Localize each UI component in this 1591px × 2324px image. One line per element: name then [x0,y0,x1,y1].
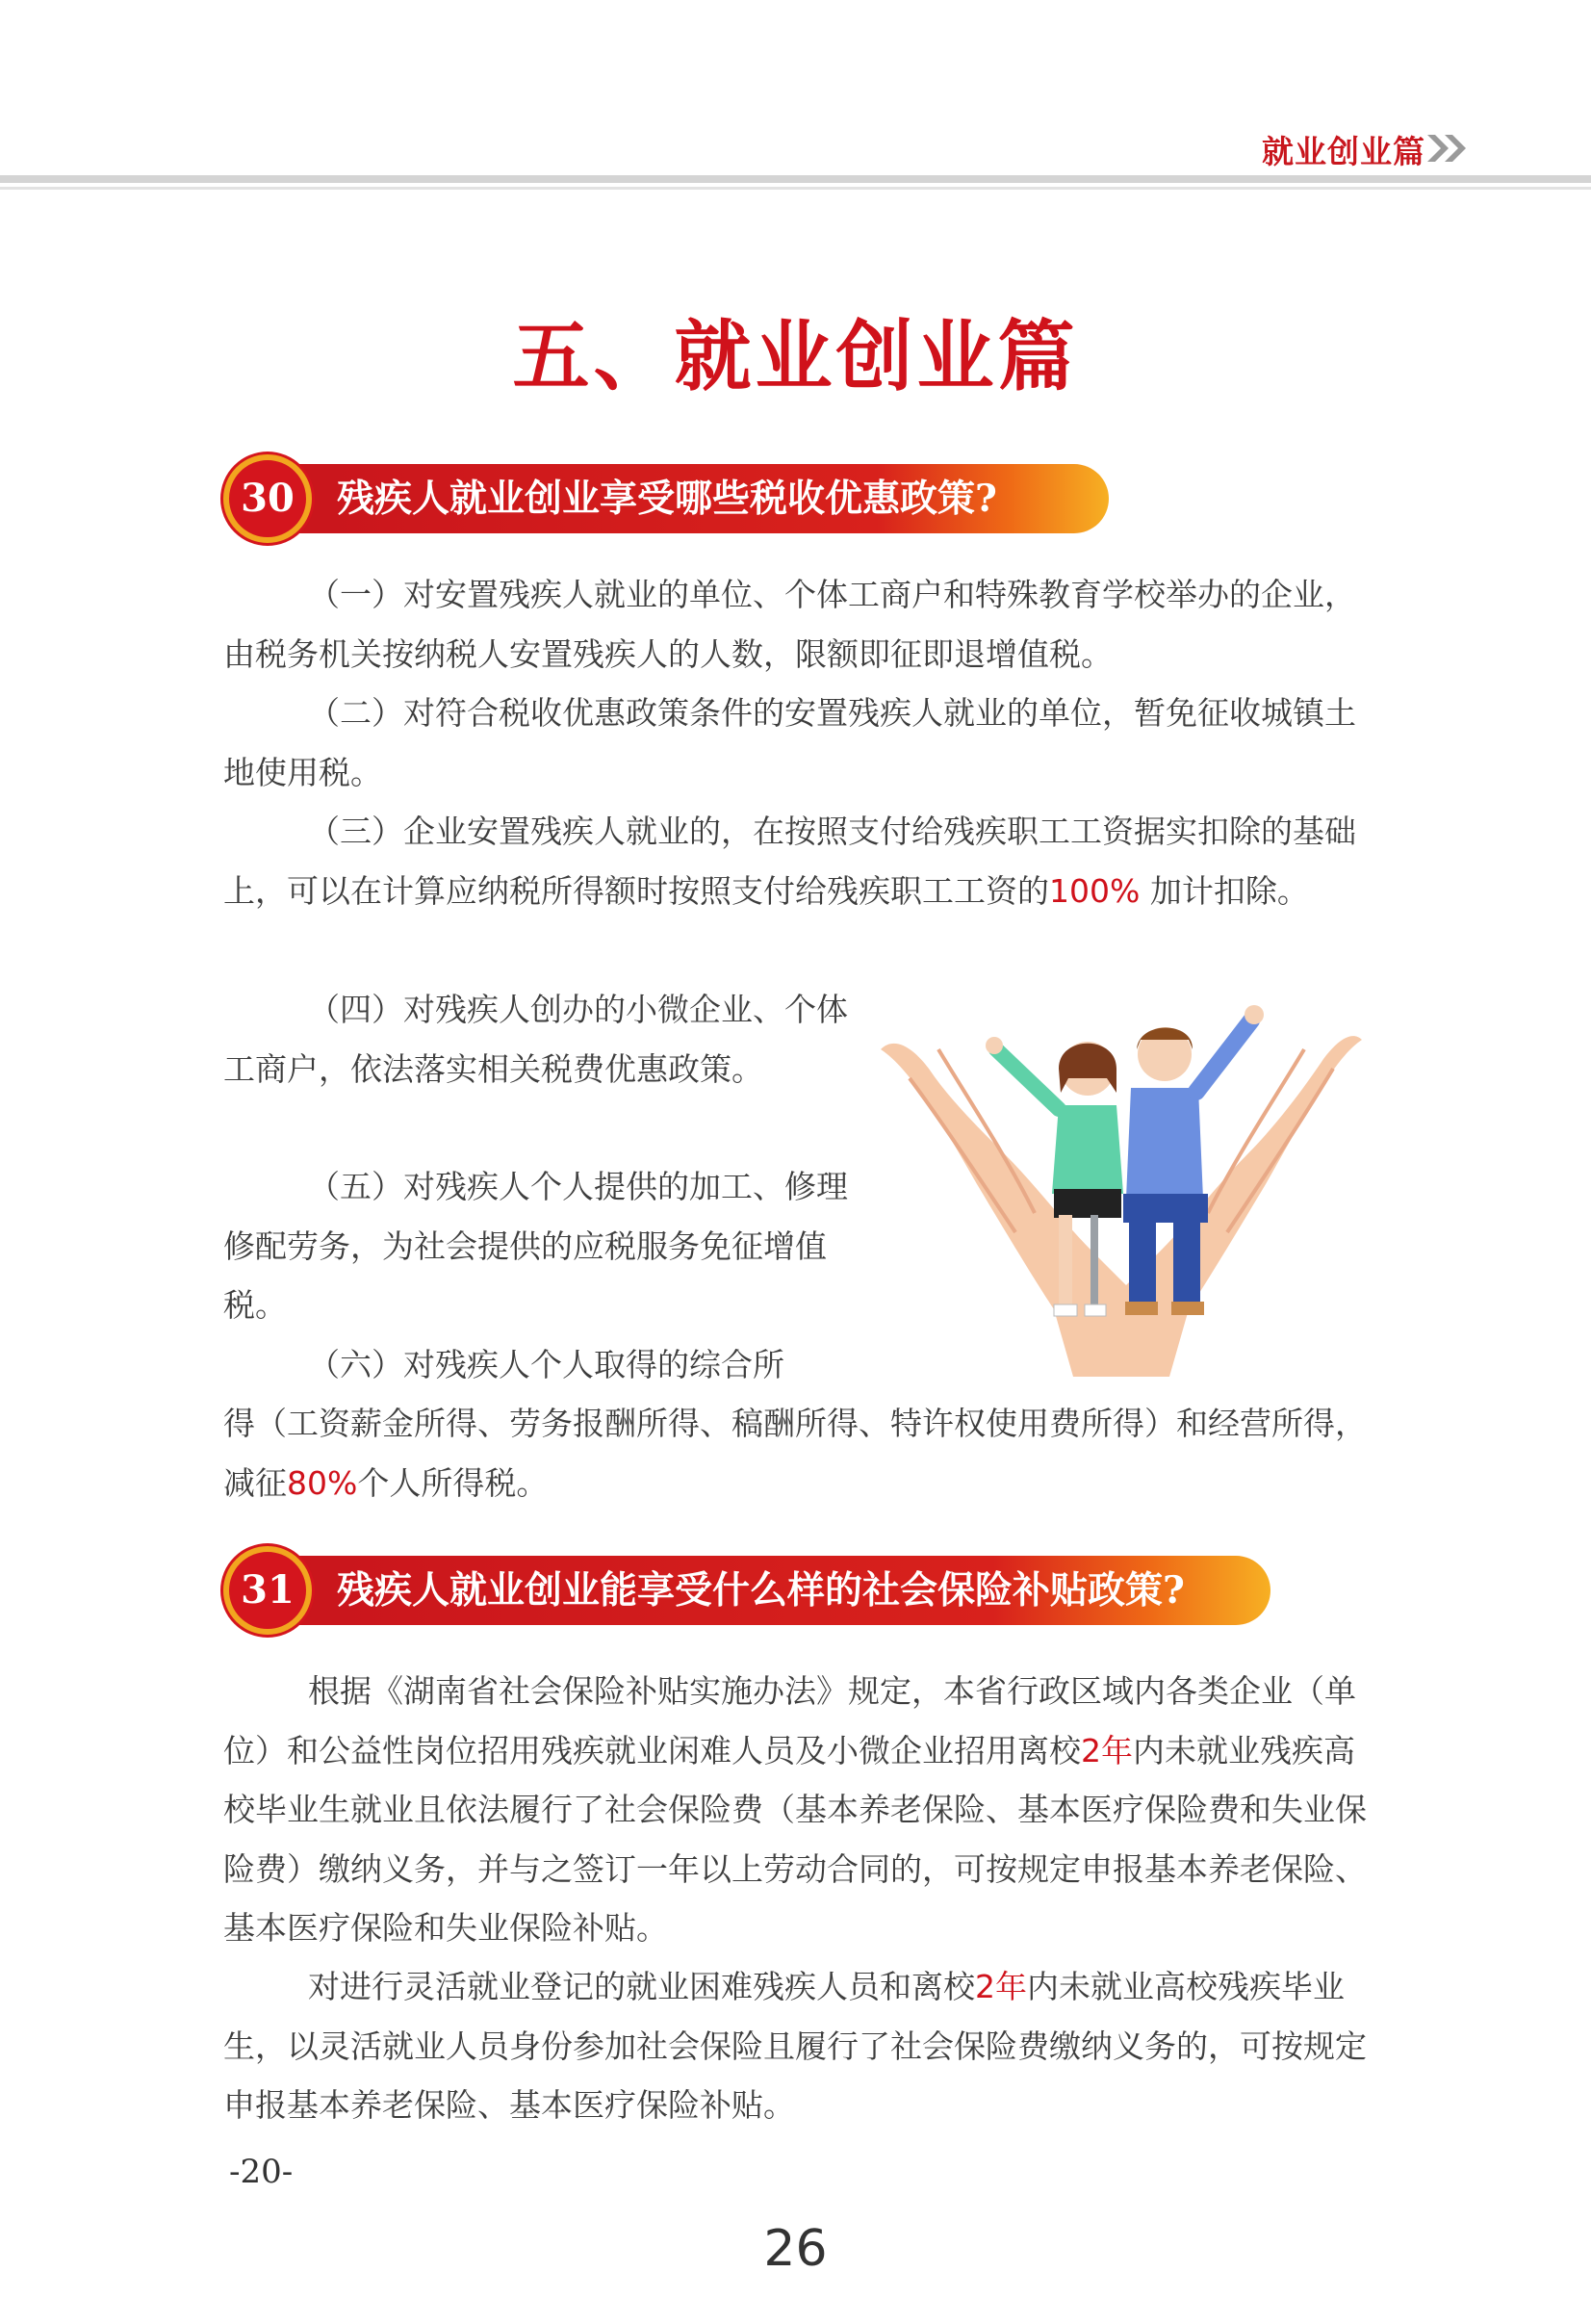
q31-paragraph-2 [223,1957,1367,2135]
q30-paragraph-6-line1: （六）对残疾人个人取得的综合所 [308,1346,784,1383]
page-number: -20- [229,2153,294,2191]
page-title: 五、就业创业篇 [512,311,1079,401]
q30-p6-highlight: 80% [287,1463,358,1502]
section-label: 就业创业篇 [1262,133,1425,170]
q31-p2-text: 对进行灵活就业登记的就业困难残疾人员和离校 [308,1968,975,2005]
question-number: 30 [241,476,295,521]
q30-paragraph-5: （五）对残疾人个人提供的加工、修理修配劳务，为社会提供的应税服务免征增值税。 [223,1168,848,1324]
q30-paragraph-3 [223,802,1367,920]
q30-p6-tail: 个人所得税。 [357,1463,549,1502]
header-rule-thin [0,187,1591,190]
question-text: 残疾人就业创业能享受什么样的社会保险补贴政策? [337,1568,1185,1613]
running-header [0,0,1591,193]
q31-p2-highlight: 2年 [975,1968,1027,2005]
q31-p1-tail: 内未就业残疾高校毕业生就业且依法履行了社会保险费（基本养老保险、基本医疗保险费和失业保险费）缴纳义务，并与之签订一年以上劳动合同的，可按规定申报基本养老保险、基本医疗保险和失业保险补贴。 [223,1731,1367,1947]
q30-p3-tail: 加计扣除。 [1140,871,1309,910]
q30-paragraph-6 [223,1394,1367,1512]
question-31-banner [223,1546,1272,1635]
double-chevron-right-icon [1425,133,1470,164]
q30-p3-text: （三）企业安置残疾人就业的，在按照支付给残疾职工工资据实扣除的基础上，可以在计算应纳税所得额时按照支付给残疾职工工资的 [223,813,1356,910]
q30-paragraph-2: （二）对符合税收优惠政策条件的安置残疾人就业的单位，暂免征收城镇土地使用税。 [223,694,1356,791]
q30-p6-text: 得（工资薪金所得、劳务报酬所得、稿酬所得、特许权使用费所得）和经营所得，减征 [223,1405,1367,1502]
hands-holding-couple-illustration [871,992,1372,1377]
question-text: 残疾人就业创业享受哪些税收优惠政策? [337,477,997,521]
question-number: 31 [241,1567,295,1613]
q31-paragraph-1 [223,1662,1367,1958]
scan-page-number: 26 [763,2220,828,2278]
q31-p1-highlight: 2年 [1081,1731,1133,1769]
q30-paragraph-1: （一）对安置残疾人就业的单位、个体工商户和特殊教育学校举办的企业，由税务机关按纳税人安置残疾人的人数，限额即征即退增值税。 [223,576,1356,673]
q30-paragraph-4: （四）对残疾人创办的小微企业、个体工商户，依法落实相关税费优惠政策。 [223,991,848,1088]
header-rule [0,175,1591,183]
q31-p1-text: 根据《湖南省社会保险补贴实施办法》规定，本省行政区域内各类企业（单位）和公益性岗位招用残疾就业闲难人员及小微企业招用离校 [223,1672,1356,1769]
question-30-banner [223,454,1109,543]
q31-p2-tail: 内未就业高校残疾毕业生，以灵活就业人员身份参加社会保险且履行了社会保险费缴纳义务的，可按规定申报基本养老保险、基本医疗保险补贴。 [223,1968,1367,2124]
q30-p3-highlight: 100% [1049,871,1141,910]
